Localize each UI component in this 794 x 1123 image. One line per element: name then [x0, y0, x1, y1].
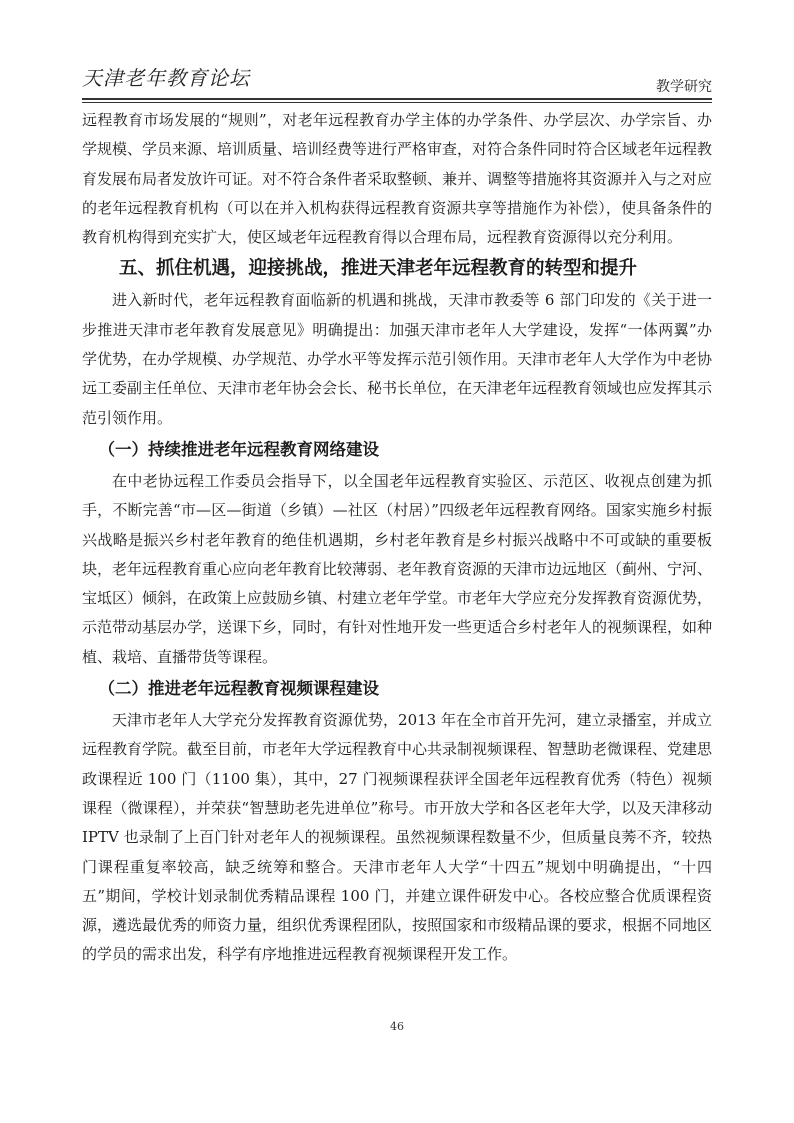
page-number: 46 — [390, 1020, 404, 1033]
page-header — [82, 62, 712, 96]
paragraph-continued: 远程教育市场发展的“规则”，对老年远程教育办学主体的办学条件、办学层次、办学宗旨、办学规模、学员来源、培训质量、培训经费等进行严格审查，对符合条件同时符合区域老年远程教育发展布局者发放许可证。对不符合条件者采取整顿、兼并、调整等措施将其资源并入与之对应的老年远程教育机构（可以在并入机构获得远程教育资源共享等措施作为补偿），使具备条件的教育机构得到充实扩大，使区域老年远程教育得以合理布局，远程教育资源得以充分利用。 — [82, 111, 713, 247]
paragraph-intro: 进入新时代，老年远程教育面临新的机遇和挑战，天津市教委等 6 部门印发的《关于进一步推进天津市老年教育发展意见》明确提出：加强天津市老年人大学建设，发挥“一体两翼”办学优势，在办学规模、办学规范、办学水平等发挥示范引领作用。天津市老年人大学作为中老协远工委副主任单位、天津市老年协会会长、秘书长单位，在天津老年远程教育领域也应发挥其示范引领作用。 — [82, 291, 713, 427]
article-body — [82, 106, 712, 970]
paragraph-network: 在中老协远程工作委员会指导下，以全国老年远程教育实验区、示范区、收视点创建为抓手，不断完善“市—区—街道（乡镇）—社区（村居）”四级老年远程教育网络。国家实施乡村振兴战略是振兴乡村老年教育的绝佳机遇期，乡村老年教育是乡村振兴战略中不可或缺的重要板块，老年远程教育重心应向老年教育比较薄弱、老年教育资源的天津市边远地区（蓟州、宁河、宝坻区）倾斜，在政策上应鼓励乡镇、村建立老年学堂。市老年大学应充分发挥教育资源优势，示范带动基层办学，送课下乡，同时，有针对性地开发一些更适合乡村老年人的视频课程，如种植、栽培、直播带货等课程。 — [82, 471, 713, 666]
header-divider — [82, 98, 712, 100]
paragraph-courses: 天津市老年人大学充分发挥教育资源优势，2013 年在全市首开先河，建立录播室，并成立远程教育学院。截至目前，市老年大学远程教育中心共录制视频课程、智慧助老微课程、党建思政课程近 100 门（1100 集），其中，27 门视频课程获评全国老年远程教育优秀（特色）视频课程（微课程），并荣获“智慧助老先进单位”称号。市开放大学和各区老年大学，以及天津移动 IPTV 也录制了上百门针对老年人的视频课程。虽然视频课程数量不少，但质量良莠不齐，较热门课程重复率较高，缺乏统筹和整合。天津市老年人大学“十四五”规划中明确提出，“十四五”期间，学校计划录制优秀精品课程 100 门，并建立课件研发中心。各校应整合优质课程资源，遴选最优秀的师资力量，组织优秀课程团队，按照国家和市级精品课的要求，根据不同地区的学员的需求出发，科学有序地推进远程教育视频课程开发工作。 — [82, 711, 713, 964]
subsection-heading-2: （二）推进老年远程教育视频课程建设 — [98, 679, 379, 699]
header-divider-thin — [82, 102, 712, 103]
journal-logo: 天津老年教育论坛 — [82, 66, 250, 90]
section-heading-5: 五、抓住机遇，迎接挑战，推进天津老年远程教育的转型和提升 — [119, 258, 638, 280]
section-title: 教学研究 — [656, 79, 712, 95]
subsection-heading-1: （一）持续推进老年远程教育网络建设 — [98, 439, 379, 459]
